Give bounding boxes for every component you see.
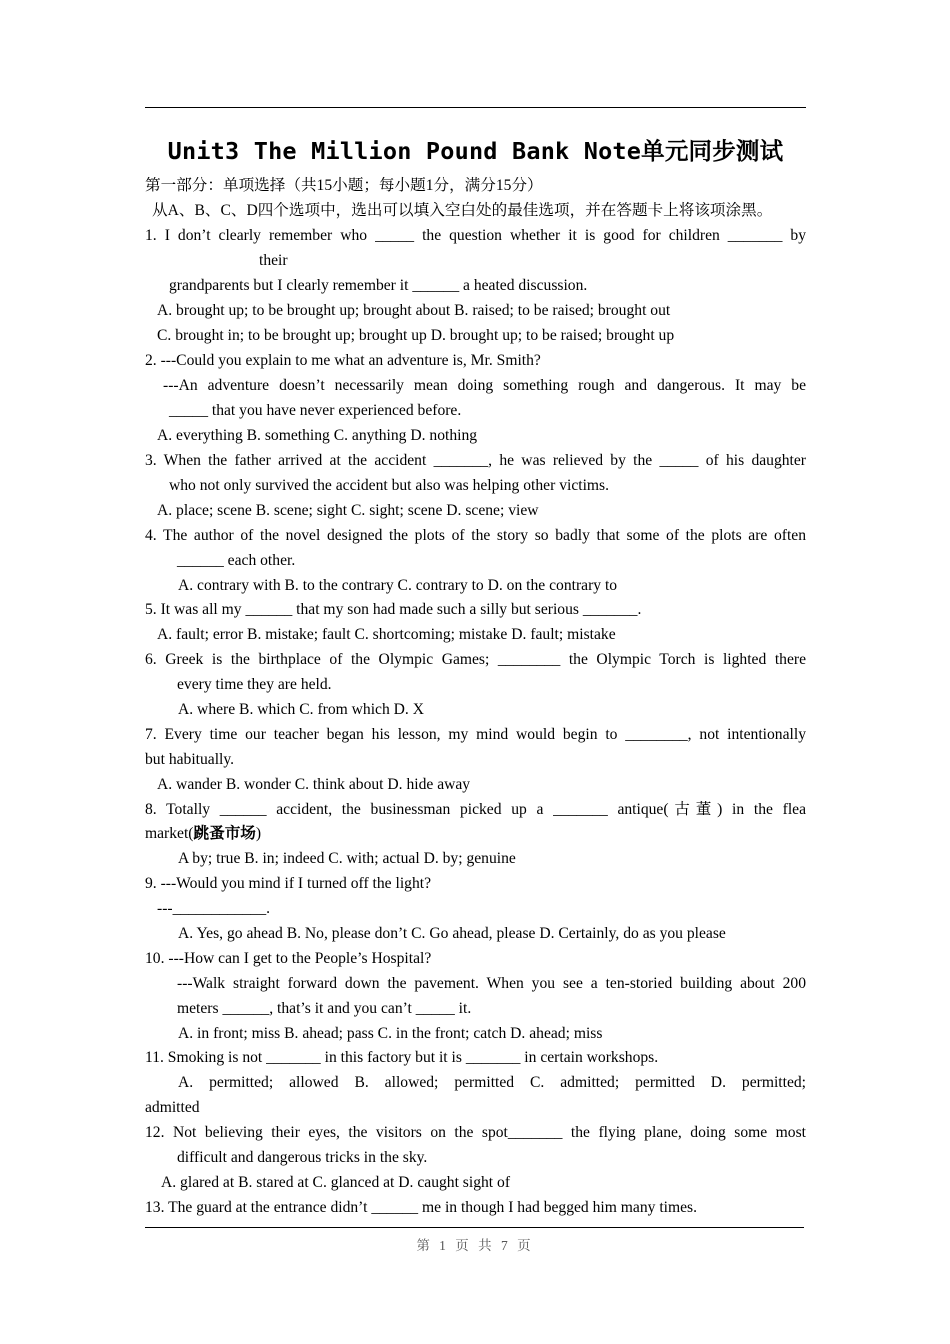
- q1-options-2: C. brought in; to be brought up; brought up D. brought up; to be raised; brought up: [157, 327, 675, 344]
- q5-options: A. fault; error B. mistake; fault C. shortcoming; mistake D. fault; mistake: [157, 626, 616, 643]
- q4-stem-line1: 4. The author of the novel designed the plots of the story so badly that some of the plots are often: [145, 527, 806, 544]
- q10-stem-line2: ---Walk straight forward down the pavement. When you see a ten-storied building about 200: [177, 975, 806, 992]
- q4-stem-line2: ______ each other.: [177, 552, 296, 569]
- q11-options-2: admitted: [145, 1099, 200, 1116]
- footer-rule: [145, 1227, 804, 1228]
- q8-stem-line1: 8. Totally ______ accident, the businessman picked up a _______ antique(古董) in the flea: [145, 801, 806, 818]
- header-rule: [145, 107, 806, 108]
- q8-stem-bold: 跳蚤市场: [193, 825, 256, 842]
- q2-stem-line3: _____ that you have never experienced before.: [169, 402, 462, 419]
- q8-stem-line2: [145, 824, 806, 844]
- q4-options: A. contrary with B. to the contrary C. contrary to D. on the contrary to: [178, 577, 618, 594]
- q11-options-1: A. permitted; allowed B. allowed; permitted C. admitted; permitted D. permitted;: [178, 1074, 806, 1091]
- q6-options: A. where B. which C. from which D. X: [178, 701, 424, 718]
- q11-stem: 11. Smoking is not _______ in this factory but it is _______ in certain workshops.: [145, 1049, 659, 1066]
- q2-stem-line2: ---An adventure doesn’t necessarily mean doing something rough and dangerous. It may be: [163, 377, 806, 394]
- page-number: 第 1 页 共 7 页: [416, 1238, 534, 1253]
- q13-stem: 13. The guard at the entrance didn’t ______ me in though I had begged him many times.: [145, 1199, 698, 1216]
- q10-stem-line1: 10. ---How can I get to the People’s Hospital?: [145, 950, 432, 967]
- q9-stem-line1: 9. ---Would you mind if I turned off the light?: [145, 875, 432, 892]
- q2-options: A. everything B. something C. anything D. nothing: [157, 427, 478, 444]
- q9-options: A. Yes, go ahead B. No, please don’t C. Go ahead, please D. Certainly, do as you please: [178, 925, 726, 942]
- q3-stem-line1: 3. When the father arrived at the accident _______, he was relieved by the _____ of his daughter: [145, 452, 806, 469]
- q12-options: A. glared at B. stared at C. glanced at D. caught sight of: [161, 1174, 511, 1191]
- q3-options: A. place; scene B. scene; sight C. sight; scene D. scene; view: [157, 502, 539, 519]
- q1-options-1: A. brought up; to be brought up; brought about B. raised; to be raised; brought out: [157, 302, 671, 319]
- page-title: Unit3 The Million Pound Bank Note单元同步测试: [167, 137, 784, 165]
- q1-stem-line2: their: [259, 252, 288, 269]
- q8-options: A by; true B. in; indeed C. with; actual D. by; genuine: [178, 850, 516, 867]
- q6-stem-line2: every time they are held.: [177, 676, 332, 693]
- q9-stem-line2: ---____________.: [157, 900, 271, 917]
- q12-stem-line1: 12. Not believing their eyes, the visitors on the spot_______ the flying plane, doing some most: [145, 1124, 806, 1141]
- q12-stem-line2: difficult and dangerous tricks in the sky.: [177, 1149, 428, 1166]
- q5-stem: 5. It was all my ______ that my son had made such a silly but serious _______.: [145, 601, 642, 618]
- section-header: 第一部分：单项选择（共15小题；每小题1分，满分15分）: [145, 177, 543, 194]
- q2-stem-line1: 2. ---Could you explain to me what an adventure is, Mr. Smith?: [145, 352, 541, 369]
- q10-stem-line3: meters ______, that’s it and you can’t _____ it.: [177, 1000, 472, 1017]
- q7-stem-line2: but habitually.: [145, 751, 235, 768]
- q3-stem-line2: who not only survived the accident but also was helping other victims.: [169, 477, 610, 494]
- q7-stem-line1: 7. Every time our teacher began his lesson, my mind would begin to ________, not intentionally: [145, 726, 806, 743]
- q10-options: A. in front; miss B. ahead; pass C. in the front; catch D. ahead; miss: [178, 1025, 603, 1042]
- instruction: 从A、B、C、D四个选项中，选出可以填入空白处的最佳选项，并在答题卡上将该项涂黑。: [152, 202, 773, 219]
- q8-stem-part3: ): [255, 825, 262, 842]
- q7-options: A. wander B. wonder C. think about D. hide away: [157, 776, 471, 793]
- q1-stem-line1: 1. I don’t clearly remember who _____ the question whether it is good for children _______ by: [145, 227, 806, 244]
- q6-stem-line1: 6. Greek is the birthplace of the Olympic Games; ________ the Olympic Torch is lighted there: [145, 651, 806, 668]
- q8-stem-part1: market(: [145, 825, 194, 842]
- q1-stem-line3: grandparents but I clearly remember it ______ a heated discussion.: [169, 277, 588, 294]
